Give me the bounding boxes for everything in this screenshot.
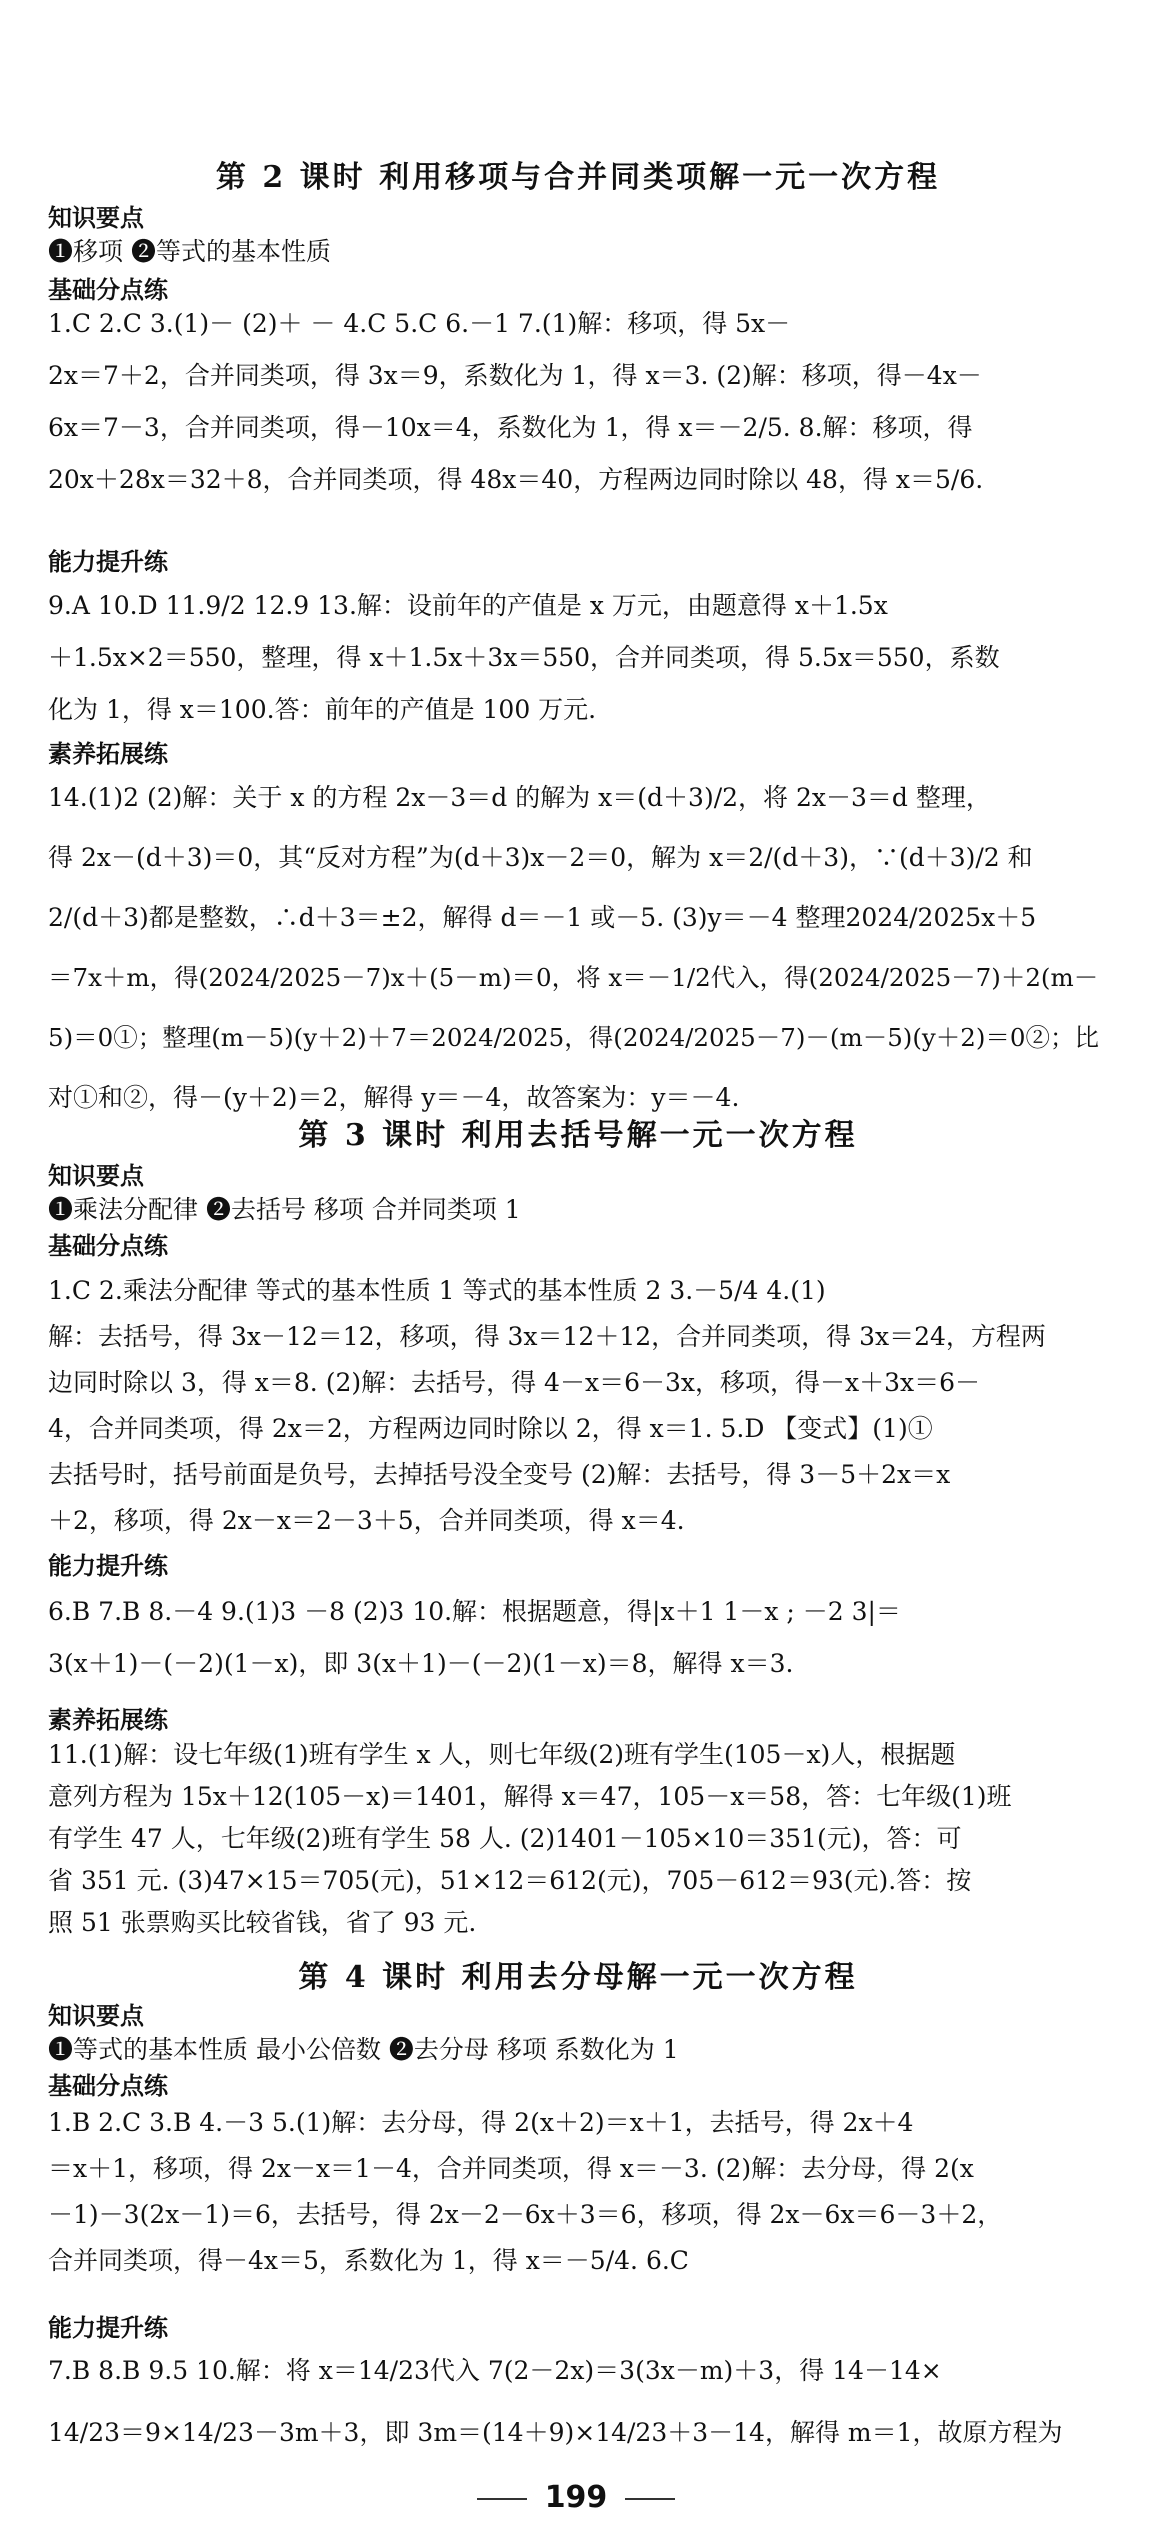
basic-practice-answers	[48, 2100, 1108, 2284]
lesson-2-title: 第 2 课时 利用移项与合并同类项解一元一次方程	[215, 160, 941, 195]
answer-line: 5)＝0①；整理(m－5)(y＋2)＋7＝2024/2025，得(2024/2025－7)－(m－5)(y＋2)＝0②；比	[48, 1023, 1099, 1052]
answer-line: 照 51 张票购买比较省钱，省了 93 元.	[48, 1908, 477, 1937]
answer-line: 11.(1)解：设七年级(1)班有学生 x 人，则七年级(2)班有学生(105－x)人，根据题	[48, 1740, 956, 1769]
answer-line: 14.(1)2 (2)解：关于 x 的方程 2x－3＝d 的解为 x＝(d＋3)/2，将 2x－3＝d 整理，	[48, 783, 991, 812]
knowledge-heading: 知识要点	[48, 1162, 144, 1190]
answer-line: ＝7x＋m，得(2024/2025－7)x＋(5－m)＝0，将 x＝－1/2代入，得(2024/2025－7)＋2(m－	[48, 963, 1099, 992]
answer-line: 有学生 47 人，七年级(2)班有学生 58 人. (2)1401－105×10＝351(元)，答：可	[48, 1824, 962, 1853]
knowledge-heading: 知识要点	[48, 2002, 144, 2030]
answer-line: 6x＝7－3，合并同类项，得－10x＝4，系数化为 1，得 x＝－2/5. 8.解：移项，得	[48, 413, 973, 442]
literacy-practice-heading: 素养拓展练	[48, 1706, 168, 1734]
answer-line: ＋2，移项，得 2x－x＝2－3＋5，合并同类项，得 x＝4.	[48, 1506, 685, 1535]
ability-practice-answers	[48, 1586, 1108, 1690]
answer-line: 4，合并同类项，得 2x＝2，方程两边同时除以 2，得 x＝1. 5.D 【变式】(1)①	[48, 1414, 933, 1443]
basic-practice-heading: 基础分点练	[48, 1232, 168, 1260]
answer-line: 1.B 2.C 3.B 4.－3 5.(1)解：去分母，得 2(x＋2)＝x＋1，去括号，得 2x＋4	[48, 2108, 914, 2137]
literacy-practice-answers	[48, 768, 1108, 1128]
ability-practice-heading: 能力提升练	[48, 1552, 168, 1580]
answer-line: 1.C 2.C 3.(1)－ (2)＋ － 4.C 5.C 6.－1 7.(1)解：移项，得 5x－	[48, 309, 791, 338]
answer-line: 2x＝7＋2，合并同类项，得 3x＝9，系数化为 1，得 x＝3. (2)解：移项，得－4x－	[48, 361, 982, 390]
literacy-practice-answers	[48, 1734, 1108, 1944]
ability-practice-answers	[48, 580, 1108, 736]
answer-line: 20x＋28x＝32＋8，合并同类项，得 48x＝40，方程两边同时除以 48，得 x＝5/6.	[48, 465, 984, 494]
right-dash-divider	[625, 2498, 675, 2500]
answer-line: 9.A 10.D 11.9/2 12.9 13.解：设前年的产值是 x 万元，由题意得 x＋1.5x	[48, 591, 888, 620]
left-dash-divider	[477, 2498, 527, 2500]
basic-practice-answers	[48, 298, 1108, 506]
answer-line: 对①和②，得－(y＋2)＝2，解得 y＝－4，故答案为：y＝－4.	[48, 1083, 740, 1112]
answer-line: 去括号时，括号前面是负号，去掉括号没全变号 (2)解：去括号，得 3－5＋2x＝x	[48, 1460, 951, 1489]
page-number-text: 199	[544, 2480, 608, 2515]
knowledge-points: ❶移项 ❷等式的基本性质	[48, 237, 331, 266]
answer-line: 7.B 8.B 9.5 10.解：将 x＝14/23代入 7(2－2x)＝3(3x－m)＋3，得 14－14×	[48, 2356, 942, 2385]
answer-line: 3(x＋1)－(－2)(1－x)，即 3(x＋1)－(－2)(1－x)＝8，解得 x＝3.	[48, 1649, 794, 1678]
knowledge-points: ❶乘法分配律 ❷去括号 移项 合并同类项 1	[48, 1195, 521, 1224]
knowledge-heading: 知识要点	[48, 204, 144, 232]
literacy-practice-heading: 素养拓展练	[48, 740, 168, 768]
basic-practice-heading: 基础分点练	[48, 2072, 168, 2100]
lesson-3-title: 第 3 课时 利用去括号解一元一次方程	[298, 1118, 858, 1153]
answer-line: 得 2x－(d＋3)＝0，其“反对方程”为(d＋3)x－2＝0，解为 x＝2/(d＋3)，∵(d＋3)/2 和	[48, 843, 1033, 872]
basic-practice-heading: 基础分点练	[48, 276, 168, 304]
answer-line: 省 351 元. (3)47×15＝705(元)，51×12＝612(元)，705－612＝93(元).答：按	[48, 1866, 972, 1895]
answer-line: 14/23＝9×14/23－3m＋3，即 3m＝(14＋9)×14/23＋3－14，解得 m＝1，故原方程为	[48, 2418, 1063, 2447]
answer-line: ＝x＋1，移项，得 2x－x＝1－4，合并同类项，得 x＝－3. (2)解：去分母，得 2(x	[48, 2154, 974, 2183]
basic-practice-answers	[48, 1268, 1108, 1544]
ability-practice-heading: 能力提升练	[48, 548, 168, 576]
answer-line: 意列方程为 15x＋12(105－x)＝1401，解得 x＝47，105－x＝58，答：七年级(1)班	[48, 1782, 1012, 1811]
answer-line: －1)－3(2x－1)＝6，去括号，得 2x－2－6x＋3＝6，移项，得 2x－6x＝6－3＋2，	[48, 2200, 1003, 2229]
answer-line: 6.B 7.B 8.－4 9.(1)3 －8 (2)3 10.解：根据题意，得|x＋1 1－x ; －2 3|＝	[48, 1597, 901, 1626]
answer-line: ＋1.5x×2＝550，整理，得 x＋1.5x＋3x＝550，合并同类项，得 5.5x＝550，系数	[48, 643, 1000, 672]
lesson-4-title: 第 4 课时 利用去分母解一元一次方程	[298, 1960, 858, 1995]
ability-practice-heading: 能力提升练	[48, 2314, 168, 2342]
answer-line: 合并同类项，得－4x＝5，系数化为 1，得 x＝－5/4. 6.C	[48, 2246, 689, 2275]
page-number	[0, 2480, 1152, 2515]
knowledge-points: ❶等式的基本性质 最小公倍数 ❷去分母 移项 系数化为 1	[48, 2035, 679, 2064]
answer-line: 2/(d＋3)都是整数，∴d＋3＝±2，解得 d＝－1 或－5. (3)y＝－4 整理2024/2025x＋5	[48, 903, 1037, 932]
ability-practice-answers	[48, 2340, 1108, 2464]
answer-line: 解：去括号，得 3x－12＝12，移项，得 3x＝12＋12，合并同类项，得 3x＝24，方程两	[48, 1322, 1046, 1351]
answer-line: 边同时除以 3，得 x＝8. (2)解：去括号，得 4－x＝6－3x，移项，得－x＋3x＝6－	[48, 1368, 980, 1397]
answer-line: 1.C 2.乘法分配律 等式的基本性质 1 等式的基本性质 2 3.－5/4 4.(1)	[48, 1276, 826, 1305]
answer-line: 化为 1，得 x＝100.答：前年的产值是 100 万元.	[48, 695, 597, 724]
